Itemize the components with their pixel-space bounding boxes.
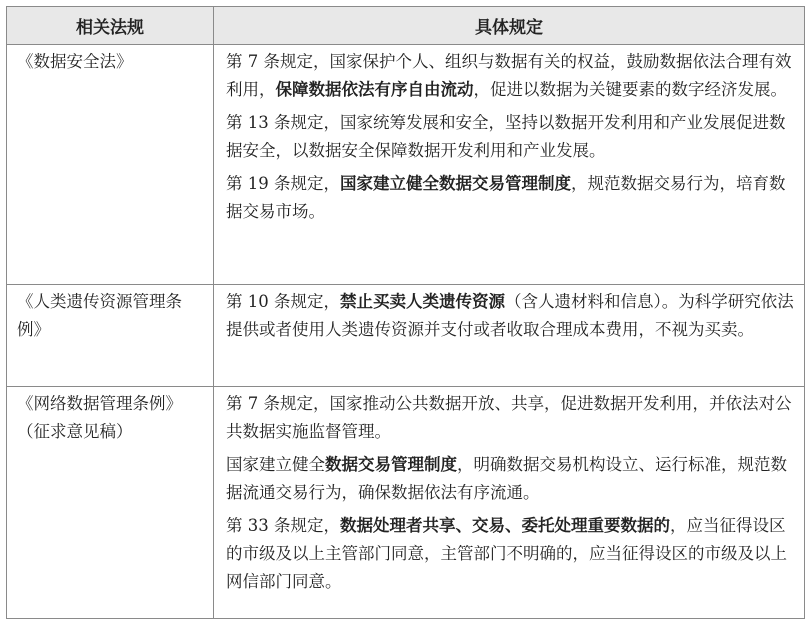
rule-text: 第 7 条规定，国家保护个人、组织与数据有关的权益，鼓励数据依法合理有效利用， bbox=[226, 52, 792, 99]
rule-text: 第 33 条规定， bbox=[226, 516, 340, 535]
rule-text: 第 10 条规定， bbox=[226, 292, 340, 311]
law-name: 《人类遗传资源管理条例》 bbox=[17, 292, 182, 339]
rule-paragraph bbox=[226, 390, 796, 446]
regulations-table bbox=[6, 6, 805, 619]
rules-cell bbox=[214, 285, 805, 387]
rule-paragraph bbox=[226, 512, 796, 596]
rule-text: ，促进以数据为关键要素的数字经济发展。 bbox=[473, 80, 787, 99]
rule-text: 国家建立健全 bbox=[226, 455, 325, 474]
emphasis-text: 国家建立健全数据交易管理制度 bbox=[340, 174, 571, 193]
rule-text: （含人遗材料和信息）。为科学研究依法提供或者使用人类遗传资源并支付或者收取合理成本费用，不视为买卖。 bbox=[226, 292, 794, 339]
rules-cell bbox=[214, 45, 805, 285]
rule-paragraph bbox=[226, 451, 796, 507]
rule-paragraph bbox=[226, 170, 796, 226]
table-row bbox=[7, 387, 805, 619]
table-header-row bbox=[7, 7, 805, 45]
rule-text: ，应当征得设区的市级及以上主管部门同意，主管部门不明确的，应当征得设区的市级及以上网信部门同意。 bbox=[226, 516, 787, 591]
table-row bbox=[7, 45, 805, 285]
law-name: 《网络数据管理条例》（征求意见稿） bbox=[17, 394, 182, 441]
table-row bbox=[7, 285, 805, 387]
law-cell bbox=[7, 285, 214, 387]
law-cell bbox=[7, 387, 214, 619]
rule-paragraph bbox=[226, 288, 796, 344]
rule-text: ，明确数据交易机构设立、运行标准，规范数据流通交易行为，确保数据依法有序流通。 bbox=[226, 455, 787, 502]
rule-text: 第 19 条规定， bbox=[226, 174, 340, 193]
rule-paragraph bbox=[226, 48, 796, 104]
law-name: 《数据安全法》 bbox=[17, 52, 133, 71]
law-cell bbox=[7, 45, 214, 285]
rule-text: 第 7 条规定，国家推动公共数据开放、共享，促进数据开发利用，并依法对公共数据实施监督管理。 bbox=[226, 394, 792, 441]
emphasis-text: 数据交易管理制度 bbox=[325, 455, 457, 474]
emphasis-text: 禁止买卖人类遗传资源 bbox=[340, 292, 505, 311]
rule-text: ，规范数据交易行为，培育数据交易市场。 bbox=[226, 174, 786, 221]
rule-text: 第 13 条规定，国家统筹发展和安全，坚持以数据开发利用和产业发展促进数据安全，以数据安全保障数据开发利用和产业发展。 bbox=[226, 113, 786, 160]
emphasis-text: 保障数据依法有序自由流动 bbox=[275, 80, 474, 99]
emphasis-text: 数据处理者共享、交易、委托处理重要数据的 bbox=[340, 516, 670, 535]
header-law: 相关法规 bbox=[7, 7, 214, 45]
header-rules: 具体规定 bbox=[214, 7, 805, 45]
rule-paragraph bbox=[226, 109, 796, 165]
rules-cell bbox=[214, 387, 805, 619]
